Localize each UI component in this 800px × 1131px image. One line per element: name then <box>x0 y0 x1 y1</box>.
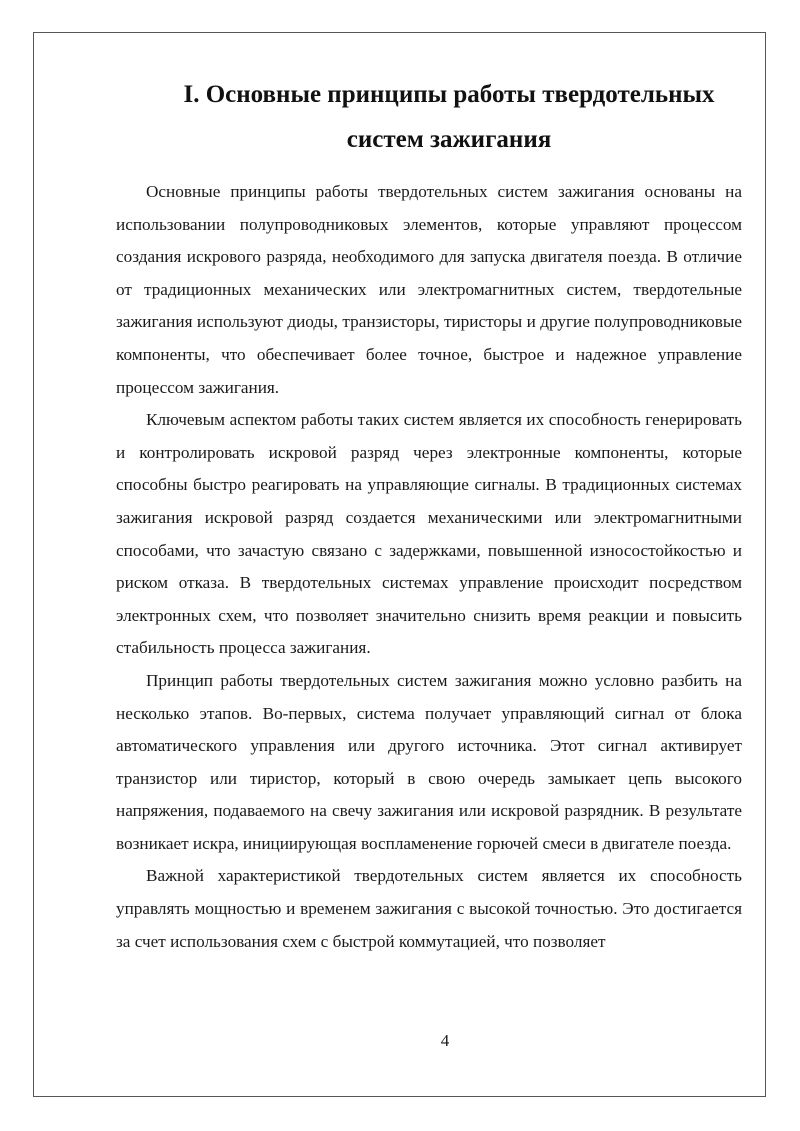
section-title <box>116 72 742 162</box>
paragraph-3: Принцип работы твердотельных систем зажигания можно условно разбить на несколько этапов. Во-первых, система получает управляющий сигнал от блока автоматического управления или другого источника. Этот сигнал активирует транзистор или тиристор, который в свою очередь замыкает цепь высокого напряжения, подаваемого на свечу зажигания или искровой разрядник. В результате возникает искра, инициирующая воспламенение горючей смеси в двигателе поезда. <box>116 670 742 853</box>
section-title-line-1: I. Основные принципы работы твердотельных <box>183 81 715 108</box>
document-body <box>116 72 742 958</box>
paragraph-2: Ключевым аспектом работы таких систем является их способность генерировать и контролировать искровой разряд через электронные компоненты, которые способны быстро реагировать на управляющие сигналы. В традиционных системах зажигания искровой разряд создается механическими или электромагнитными способами, что зачастую связано с задержками, повышенной износостойкостью и риском отказа. В твердотельных системах управление происходит посредством электронных схем, что позволяет значительно снизить время реакции и повысить стабильность процесса зажигания. <box>116 410 742 658</box>
paragraphs <box>116 176 742 958</box>
paragraph-4: Важной характеристикой твердотельных систем является их способность управлять мощностью и временем зажигания с высокой точностью. Это достигается за счет использования схем с быстрой коммутацией, что позволяет <box>116 866 742 951</box>
paragraph-1: Основные принципы работы твердотельных систем зажигания основаны на использовании полупроводниковых элементов, которые управляют процессом создания искрового разряда, необходимого для запуска двигателя поезда. В отличие от традиционных механических или электромагнитных систем, твердотельные зажигания используют диоды, транзисторы, тиристоры и другие полупроводниковые компоненты, что обеспечивает более точное, быстрое и надежное управление процессом зажигания. <box>116 182 742 397</box>
section-title-line-2: систем зажигания <box>346 126 552 153</box>
page-number: 4 <box>440 1031 450 1050</box>
